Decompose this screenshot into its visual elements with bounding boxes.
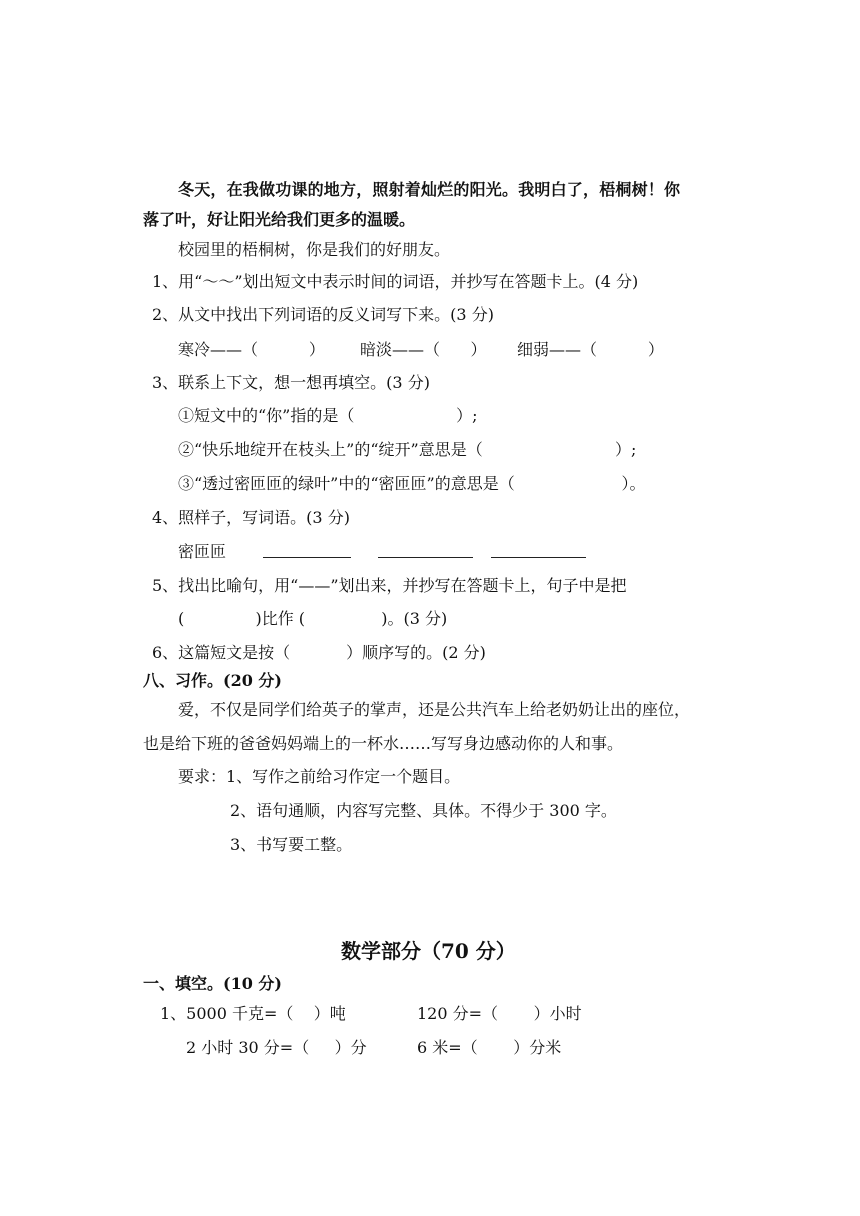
question-5-line-1: 5、找出比喻句，用“——”划出来，并抄写在答题卡上，句子中是把 <box>152 576 627 595</box>
word-example: 密匝匝 <box>178 542 227 561</box>
fill-row-1-right: 120 分=（ ）小时 <box>417 1004 582 1023</box>
fill-row-1-left: 1、5000 千克=（ ）吨 <box>160 1004 346 1023</box>
requirement-3: 3、书写要工整。 <box>230 835 353 854</box>
answer-line-1[interactable] <box>263 557 351 558</box>
requirement-2: 2、语句通顺，内容写完整、具体。不得少于 300 字。 <box>230 801 617 820</box>
answer-line-2[interactable] <box>378 557 473 558</box>
math-section-1: 一、填空。(10 分) <box>143 974 282 993</box>
answer-line-3[interactable] <box>491 557 586 558</box>
antonym-item-2: 暗淡——（ ） <box>360 340 487 359</box>
question-6: 6、这篇短文是按（ ）顺序写的。(2 分) <box>152 643 486 662</box>
composition-heading: 八、习作。(20 分) <box>143 671 282 690</box>
question-2: 2、从文中找出下列词语的反义词写下来。(3 分) <box>152 305 494 324</box>
composition-prompt-1: 爱，不仅是同学们给英子的掌声，还是公共汽车上给老奶奶让出的座位， <box>178 700 691 719</box>
question-1: 1、用“～～”划出短文中表示时间的词语，并抄写在答题卡上。(4 分) <box>152 272 639 291</box>
question-3c: ③“透过密匝匝的绿叶”中的“密匝匝”的意思是（ ）。 <box>178 474 646 493</box>
passage-line-1: 冬天，在我做功课的地方，照射着灿烂的阳光。我明白了，梧桐树！你 <box>178 180 681 199</box>
question-4: 4、照样子，写词语。(3 分) <box>152 508 350 527</box>
question-5-line-2: ( )比作 ( )。(3 分) <box>178 609 448 628</box>
question-3b: ②“快乐地绽开在枝头上”的“绽开”意思是（ ）; <box>178 440 637 459</box>
question-3: 3、联系上下文，想一想再填空。(3 分) <box>152 373 430 392</box>
passage-line-2: 落了叶，好让阳光给我们更多的温暖。 <box>143 210 416 229</box>
question-3a: ①短文中的“你”指的是（ ）; <box>178 406 478 425</box>
antonym-item-1: 寒冷——（ ） <box>178 340 325 359</box>
antonym-item-3: 细弱——（ ） <box>517 340 664 359</box>
fill-row-2-right: 6 米=（ ）分米 <box>417 1038 562 1057</box>
fill-row-2-left: 2 小时 30 分=（ ）分 <box>186 1038 367 1057</box>
composition-prompt-2: 也是给下班的爸爸妈妈端上的一杯水……写写身边感动你的人和事。 <box>143 734 624 753</box>
passage-line-3: 校园里的梧桐树，你是我们的好朋友。 <box>178 240 451 259</box>
requirement-1: 要求：1、写作之前给习作定一个题目。 <box>178 767 461 786</box>
math-title: 数学部分（70 分） <box>341 939 516 963</box>
